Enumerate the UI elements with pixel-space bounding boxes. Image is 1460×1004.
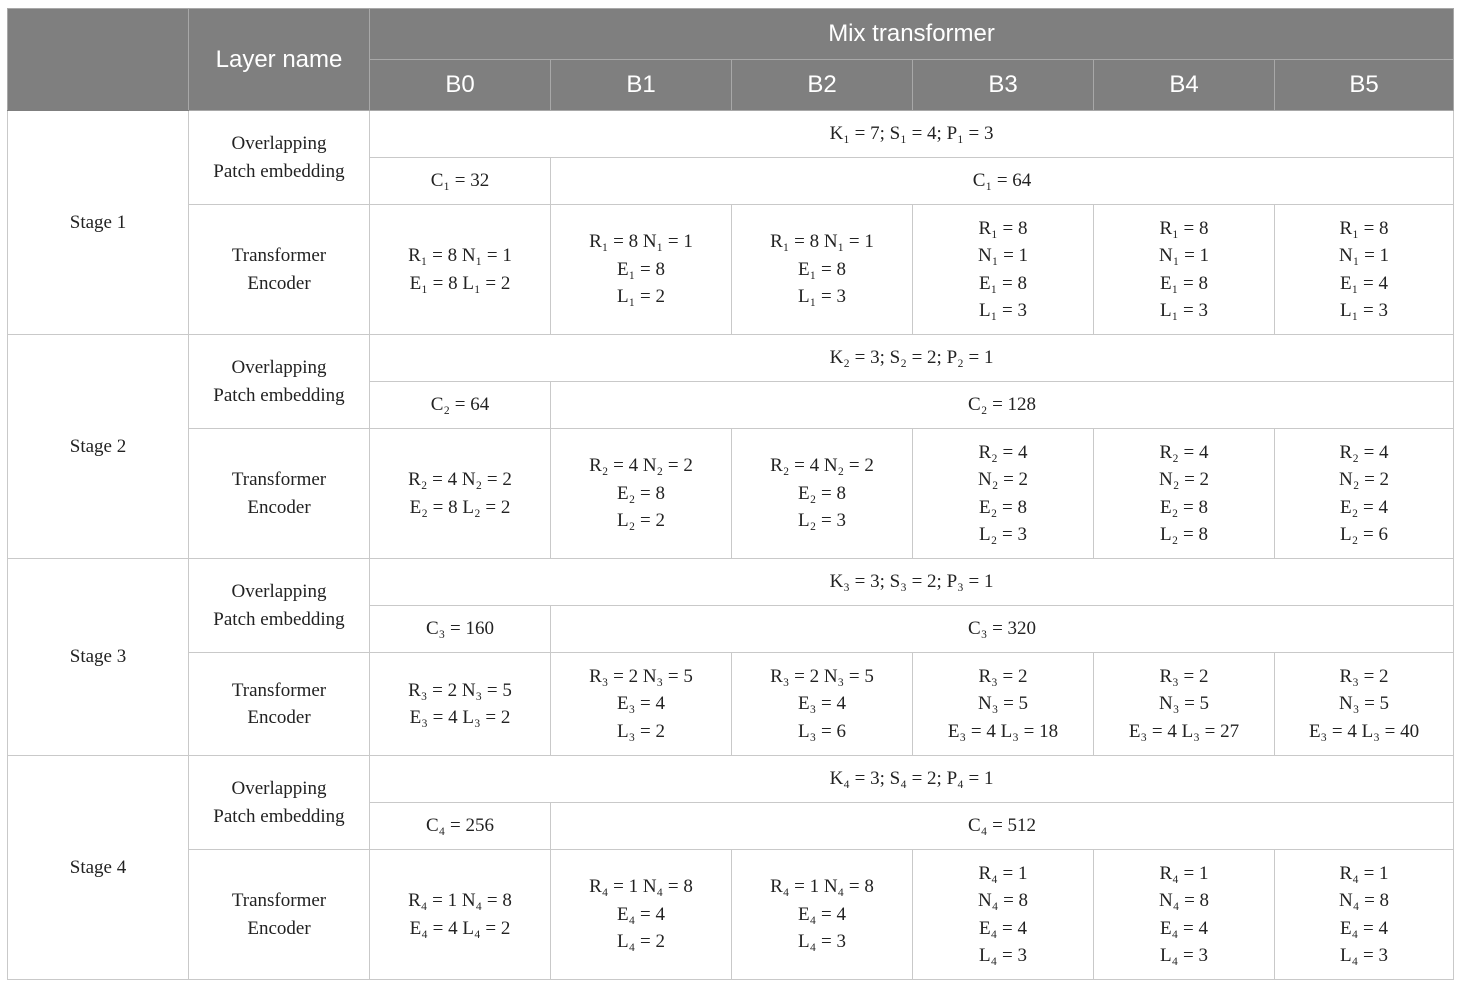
encoder-param-line: E₄ = 4 <box>798 903 846 925</box>
encoder-cell-b3 <box>913 850 1094 980</box>
table-body <box>8 111 1454 980</box>
encoder-param-line: L₄ = 2 <box>617 931 665 953</box>
header-model-b0: B0 <box>370 60 551 111</box>
table-row <box>8 850 1454 980</box>
encoder-param-line: E₂ = 4 <box>1340 496 1388 518</box>
encoder-param-line: L₂ = 6 <box>1340 524 1388 545</box>
channels-b0: C₃ = 160 <box>370 606 551 653</box>
encoder-label-line: Encoder <box>247 707 311 728</box>
encoder-param-line: E₂ = 8 <box>979 496 1027 518</box>
channels-b1-b5: C₃ = 320 <box>551 606 1454 653</box>
encoder-param-line: L₄ = 3 <box>798 931 846 953</box>
encoder-param-line: E₄ = 4 <box>617 903 665 925</box>
patch-params: K₁ = 7; S₁ = 4; P₁ = 3 <box>370 111 1454 158</box>
table-header <box>8 9 1454 111</box>
encoder-cell-b1 <box>551 653 732 756</box>
encoder-param-line: E₁ = 8 L₁ = 2 <box>409 272 511 294</box>
encoder-param-line: R₁ = 8 <box>1339 217 1389 239</box>
encoder-param-line: L₁ = 2 <box>617 286 665 308</box>
encoder-cell-b5 <box>1275 850 1454 980</box>
patch-params: K₂ = 3; S₂ = 2; P₂ = 1 <box>370 335 1454 382</box>
patch-label-line: Overlapping <box>231 357 327 378</box>
table-row <box>8 335 1454 382</box>
encoder-param-line: E₄ = 4 <box>1160 917 1208 939</box>
encoder-param-line: E₃ = 4 L₃ = 18 <box>947 720 1059 742</box>
patch-label-line: Overlapping <box>231 778 327 799</box>
encoder-param-line: N₄ = 8 <box>1339 890 1390 911</box>
encoder-param-line: L₁ = 3 <box>1340 300 1388 321</box>
encoder-cell-b2 <box>732 653 913 756</box>
patch-label-line: Overlapping <box>231 133 327 154</box>
table-row <box>8 429 1454 559</box>
encoder-cell-b4 <box>1094 850 1275 980</box>
encoder-cell-b3 <box>913 653 1094 756</box>
encoder-param-line: L₃ = 6 <box>798 720 846 742</box>
channels-b0: C₄ = 256 <box>370 803 551 850</box>
stage-label: Stage 4 <box>8 756 189 980</box>
encoder-param-line: R₄ = 1 N₄ = 8 <box>589 876 693 898</box>
encoder-cell-b2 <box>732 429 913 559</box>
encoder-param-line: R₃ = 2 N₃ = 5 <box>589 665 693 687</box>
stage-label: Stage 2 <box>8 335 189 559</box>
encoder-param-line: N₁ = 1 <box>1158 245 1210 266</box>
patch-label-line: Patch embedding <box>213 160 345 182</box>
encoder-param-line: E₁ = 4 <box>1340 272 1388 294</box>
encoder-param-line: E₂ = 8 <box>798 482 846 504</box>
encoder-param-line: R₁ = 8 N₁ = 1 <box>589 231 693 253</box>
encoder-param-line: E₃ = 4 L₃ = 27 <box>1128 720 1240 742</box>
header-model-b4: B4 <box>1094 60 1275 111</box>
encoder-label <box>189 850 370 980</box>
encoder-cell-b0 <box>370 850 551 980</box>
encoder-param-line: N₃ = 5 <box>1339 693 1390 715</box>
encoder-param-line: R₃ = 2 <box>1339 665 1389 687</box>
encoder-cell-b0 <box>370 653 551 756</box>
header-model-b3: B3 <box>913 60 1094 111</box>
encoder-param-line: R₃ = 2 N₃ = 5 <box>408 679 512 701</box>
channels-b1-b5: C₂ = 128 <box>551 382 1454 429</box>
encoder-param-line: E₃ = 4 L₃ = 40 <box>1308 720 1420 742</box>
encoder-param-line: R₂ = 4 <box>1339 441 1389 463</box>
encoder-cell-b2 <box>732 850 913 980</box>
encoder-param-line: R₁ = 8 <box>1159 217 1209 239</box>
encoder-param-line: L₂ = 8 <box>1160 524 1208 545</box>
stage-label: Stage 1 <box>8 111 189 335</box>
encoder-param-line: L₄ = 3 <box>979 945 1027 966</box>
encoder-label-line: Encoder <box>247 917 311 939</box>
encoder-param-line: E₄ = 4 L₄ = 2 <box>409 917 511 939</box>
encoder-param-line: N₃ = 5 <box>977 693 1029 715</box>
encoder-param-line: N₁ = 1 <box>977 245 1029 266</box>
encoder-param-line: R₂ = 4 <box>978 441 1028 463</box>
encoder-param-line: E₄ = 4 <box>979 917 1027 939</box>
channels-b1-b5: C₄ = 512 <box>551 803 1454 850</box>
encoder-cell-b1 <box>551 205 732 335</box>
encoder-param-line: E₃ = 4 L₃ = 2 <box>409 707 511 728</box>
encoder-param-line: R₄ = 1 <box>1159 862 1209 884</box>
encoder-label-line: Encoder <box>247 272 311 294</box>
encoder-label-line: Transformer <box>231 469 327 490</box>
encoder-param-line: R₂ = 4 N₂ = 2 <box>770 455 874 477</box>
encoder-cell-b5 <box>1275 429 1454 559</box>
encoder-param-line: R₂ = 4 N₂ = 2 <box>408 469 512 490</box>
encoder-cell-b4 <box>1094 653 1275 756</box>
encoder-param-line: L₄ = 3 <box>1340 945 1388 966</box>
channels-b0: C₁ = 32 <box>370 158 551 205</box>
encoder-label-line: Transformer <box>231 679 327 701</box>
encoder-param-line: E₂ = 8 <box>1160 496 1208 518</box>
table-row <box>8 111 1454 158</box>
encoder-cell-b3 <box>913 205 1094 335</box>
encoder-param-line: N₃ = 5 <box>1158 693 1210 715</box>
header-corner <box>8 9 189 111</box>
encoder-param-line: E₄ = 4 <box>1340 917 1388 939</box>
encoder-param-line: R₂ = 4 N₂ = 2 <box>589 455 693 477</box>
encoder-param-line: L₁ = 3 <box>1160 300 1208 321</box>
stage-label: Stage 3 <box>8 559 189 756</box>
encoder-cell-b3 <box>913 429 1094 559</box>
patch-label-line: Patch embedding <box>213 805 345 827</box>
patch-embedding-label <box>189 335 370 429</box>
encoder-param-line: R₄ = 1 <box>1339 862 1389 884</box>
table-row <box>8 756 1454 803</box>
encoder-cell-b1 <box>551 429 732 559</box>
encoder-param-line: R₄ = 1 <box>978 862 1028 884</box>
encoder-param-line: L₄ = 3 <box>1160 945 1208 966</box>
encoder-param-line: N₂ = 2 <box>977 469 1029 490</box>
encoder-param-line: E₁ = 8 <box>798 258 846 280</box>
mix-transformer-table <box>7 8 1454 980</box>
encoder-param-line: L₁ = 3 <box>798 286 846 308</box>
header-model-b5: B5 <box>1275 60 1454 111</box>
encoder-param-line: R₁ = 8 <box>978 217 1028 239</box>
encoder-param-line: R₁ = 8 N₁ = 1 <box>770 231 874 253</box>
header-model-b2: B2 <box>732 60 913 111</box>
encoder-label <box>189 429 370 559</box>
patch-params: K₄ = 3; S₄ = 2; P₄ = 1 <box>370 756 1454 803</box>
encoder-param-line: R₃ = 2 <box>978 665 1028 687</box>
table-row <box>8 653 1454 756</box>
encoder-param-line: E₁ = 8 <box>979 272 1027 294</box>
encoder-param-line: N₄ = 8 <box>1158 890 1210 911</box>
header-layer-name: Layer name <box>189 9 370 111</box>
encoder-cell-b0 <box>370 429 551 559</box>
encoder-cell-b0 <box>370 205 551 335</box>
encoder-label <box>189 653 370 756</box>
encoder-param-line: L₂ = 2 <box>617 510 665 532</box>
encoder-label-line: Encoder <box>247 496 311 518</box>
encoder-label-line: Transformer <box>231 245 327 266</box>
encoder-param-line: N₄ = 8 <box>977 890 1029 911</box>
patch-embedding-label <box>189 756 370 850</box>
encoder-param-line: L₁ = 3 <box>979 300 1027 321</box>
encoder-cell-b2 <box>732 205 913 335</box>
table-row <box>8 559 1454 606</box>
encoder-param-line: E₃ = 4 <box>617 693 665 715</box>
channels-b0: C₂ = 64 <box>370 382 551 429</box>
encoder-param-line: E₁ = 8 <box>1160 272 1208 294</box>
patch-params: K₃ = 3; S₃ = 2; P₃ = 1 <box>370 559 1454 606</box>
encoder-cell-b5 <box>1275 653 1454 756</box>
patch-embedding-label <box>189 559 370 653</box>
table-row <box>8 205 1454 335</box>
encoder-param-line: N₂ = 2 <box>1339 469 1390 490</box>
encoder-param-line: R₁ = 8 N₁ = 1 <box>408 245 512 266</box>
encoder-param-line: L₃ = 2 <box>617 720 665 742</box>
encoder-cell-b4 <box>1094 429 1275 559</box>
patch-label-line: Patch embedding <box>213 384 345 406</box>
encoder-cell-b4 <box>1094 205 1275 335</box>
patch-label-line: Overlapping <box>231 581 327 602</box>
encoder-cell-b1 <box>551 850 732 980</box>
patch-embedding-label <box>189 111 370 205</box>
encoder-param-line: R₃ = 2 N₃ = 5 <box>770 665 874 687</box>
encoder-cell-b5 <box>1275 205 1454 335</box>
encoder-param-line: N₂ = 2 <box>1158 469 1210 490</box>
encoder-param-line: R₂ = 4 <box>1159 441 1209 463</box>
encoder-param-line: R₄ = 1 N₄ = 8 <box>770 876 874 898</box>
header-model-b1: B1 <box>551 60 732 111</box>
encoder-param-line: L₂ = 3 <box>979 524 1027 545</box>
patch-label-line: Patch embedding <box>213 608 345 630</box>
encoder-param-line: E₁ = 8 <box>617 258 665 280</box>
encoder-param-line: E₃ = 4 <box>798 693 846 715</box>
encoder-param-line: R₄ = 1 N₄ = 8 <box>408 890 512 911</box>
encoder-param-line: L₂ = 3 <box>798 510 846 532</box>
header-mix-transformer: Mix transformer <box>370 9 1454 60</box>
encoder-label <box>189 205 370 335</box>
encoder-label-line: Transformer <box>231 890 327 911</box>
channels-b1-b5: C₁ = 64 <box>551 158 1454 205</box>
encoder-param-line: R₃ = 2 <box>1159 665 1209 687</box>
encoder-param-line: E₂ = 8 L₂ = 2 <box>409 496 511 518</box>
encoder-param-line: E₂ = 8 <box>617 482 665 504</box>
encoder-param-line: N₁ = 1 <box>1339 245 1390 266</box>
